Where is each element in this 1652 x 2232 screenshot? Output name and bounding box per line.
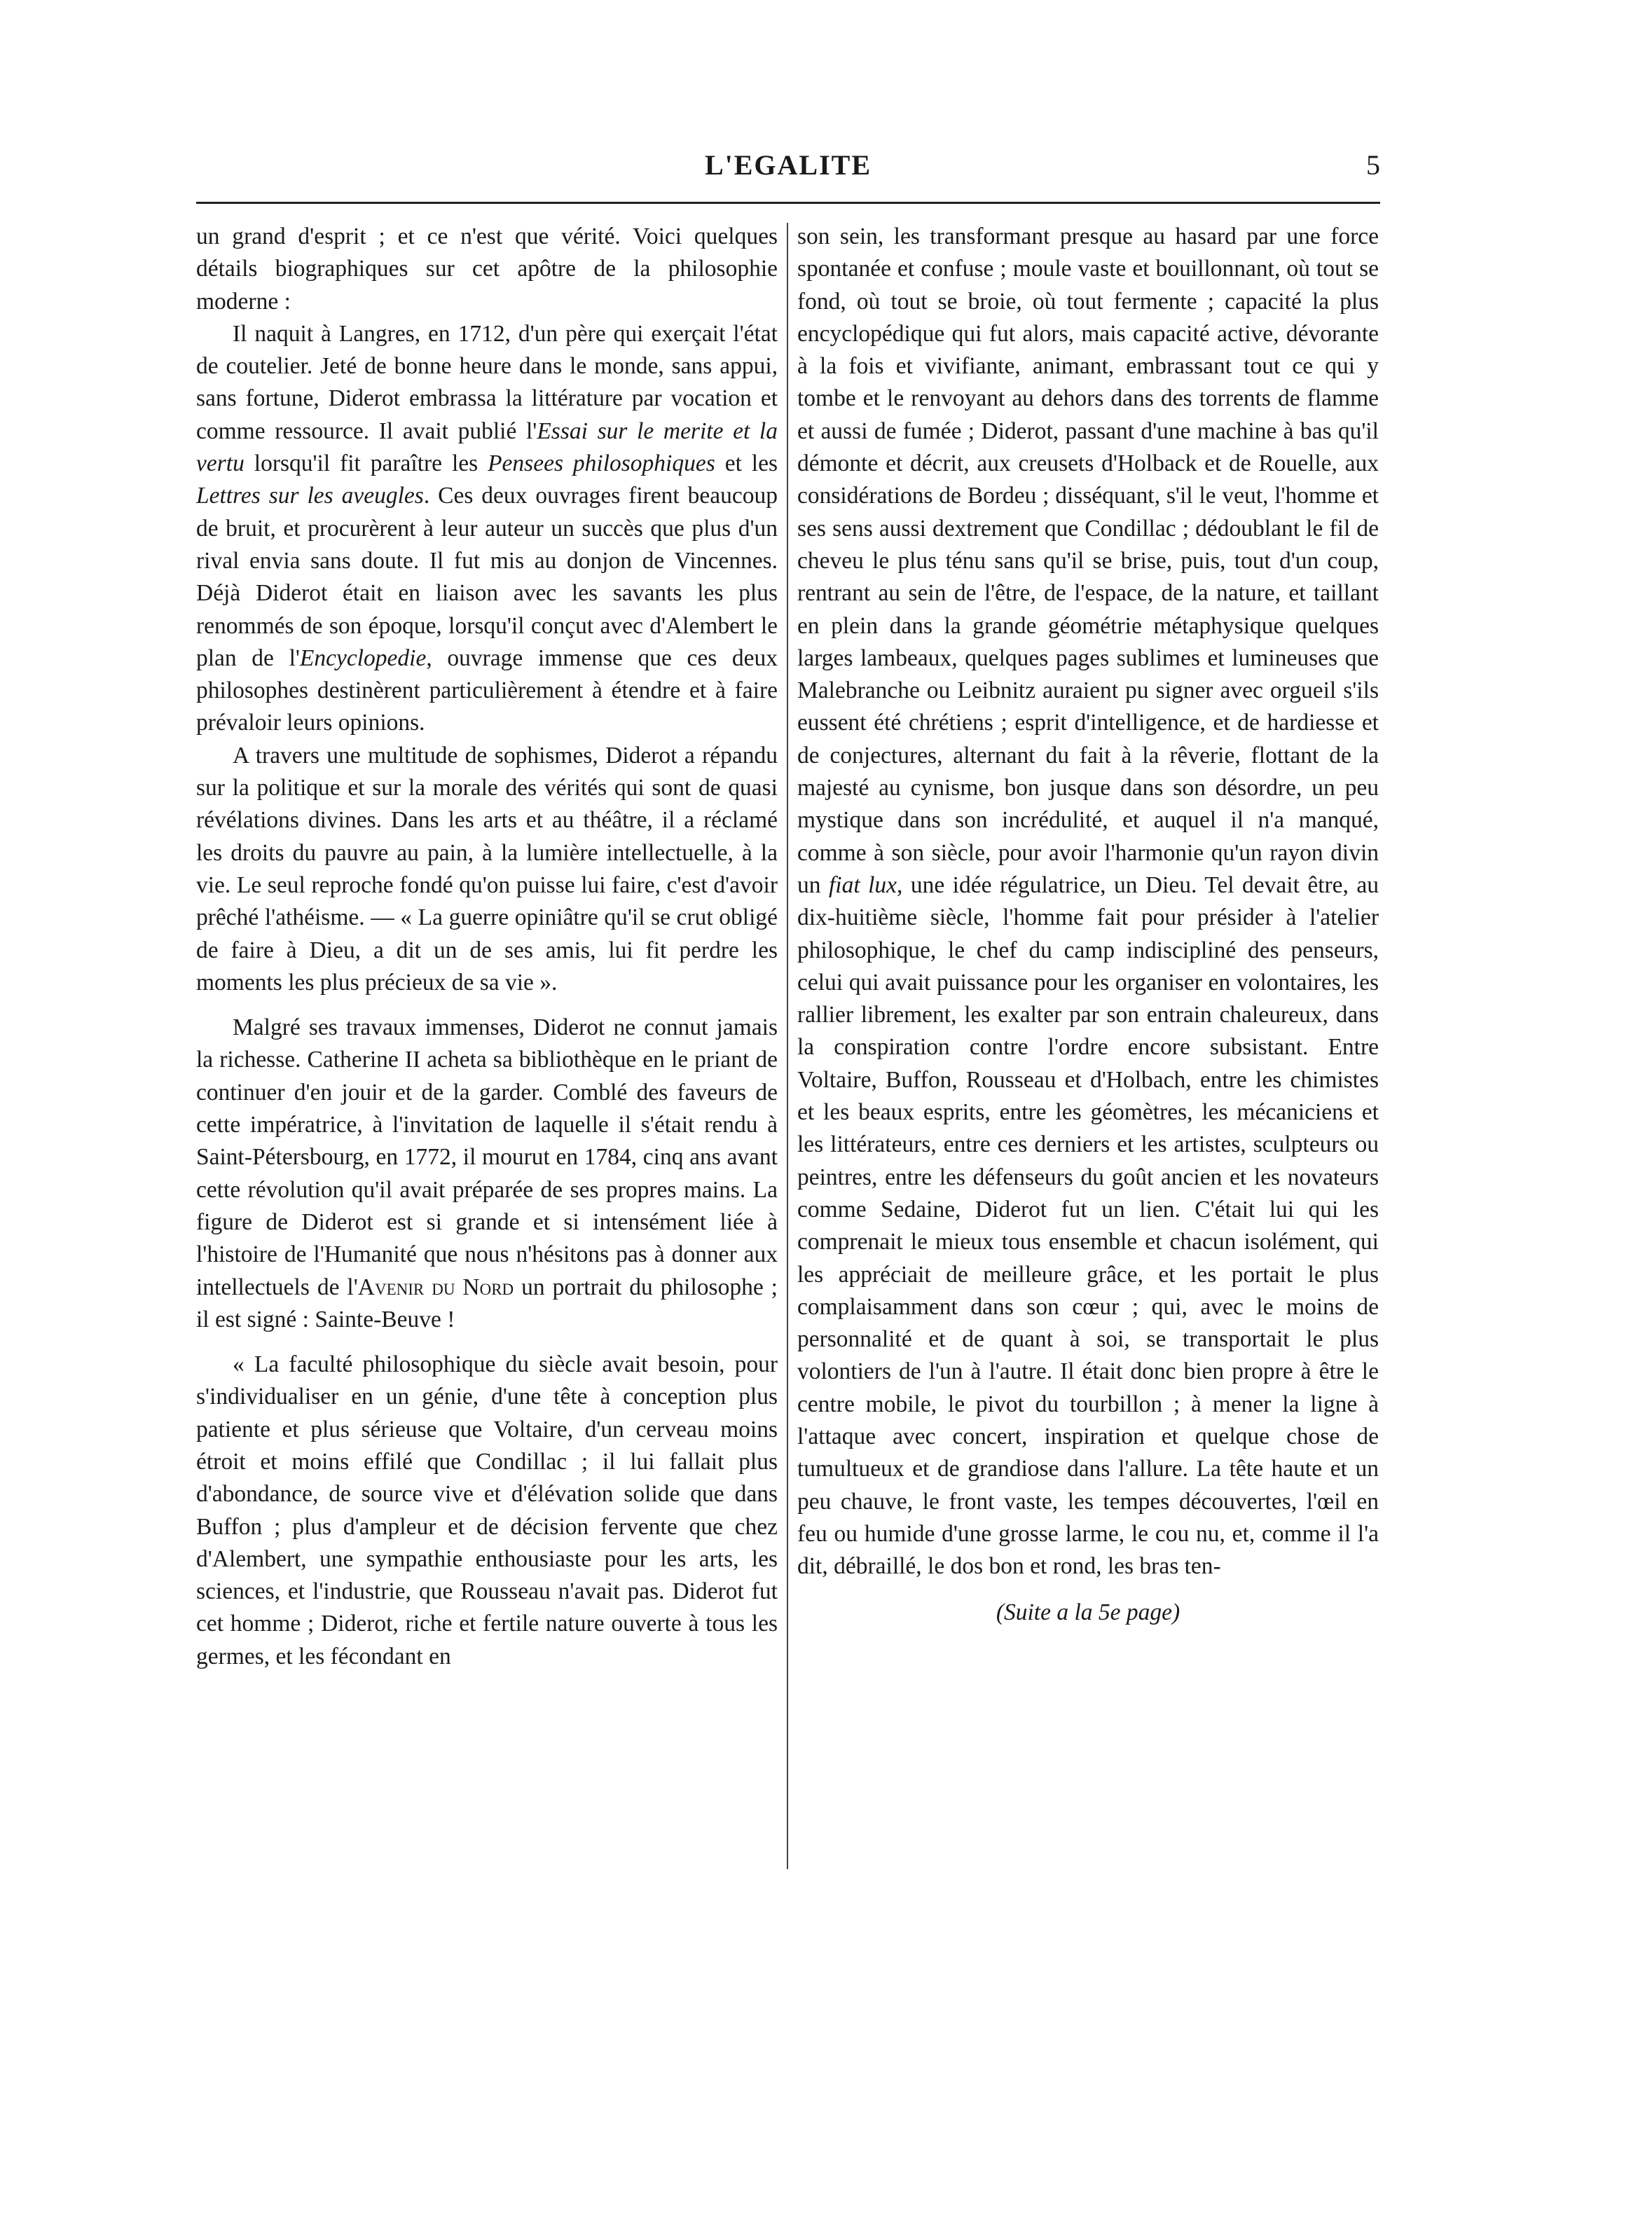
newspaper-title: L'EGALITE: [704, 149, 872, 181]
book-title: Encyclopedie: [299, 645, 427, 671]
page-header: [196, 149, 1380, 191]
text-run: un portrait du philosophe ; il est signé : Sainte-Beuve !: [196, 1274, 778, 1332]
right-column: [797, 221, 1379, 1630]
text-run: Malgré ses travaux immenses, Diderot ne connut jamais la richesse. Catherine II acheta sa bibliothèque en le priant de continuer d'en jouir et de la garder. Comblé des faveurs de cette impératrice, à l'invitation de laquelle il s'était rendu à Saint-Pétersbourg, en 1772, il mourut en 1784, cinq ans avant cette révolution qu'il avait préparée de ses propres mains. La figure de Diderot est si grande et si intensément liée à l'histoire de l'Humanité que nous n'hésitons pas à donner aux intellectuels de l': [196, 1014, 778, 1300]
latin-phrase: fiat lux: [828, 872, 897, 898]
book-title: Pensees philosophiques: [488, 450, 715, 477]
column-divider: [787, 223, 788, 1869]
paragraph: A travers une multitude de sophismes, Diderot a répandu sur la politique et sur la morale des vérités qui sont de quasi révélations divines. Dans les arts et au théâtre, il a réclamé les droits du pauvre au pain, à la lumière intellectuelle, à la vie. Le seul reproche fondé qu'on puisse lui faire, c'est d'avoir prêché l'athéisme. — « La guerre opiniâtre qu'il se crut obligé de faire à Dieu, a dit un de ses amis, lui fit perdre les moments les plus précieux de sa vie ».: [196, 742, 778, 996]
page-number: 5: [1366, 149, 1380, 181]
header-rule: [196, 202, 1380, 204]
book-title: Lettres sur les aveugles: [196, 483, 424, 509]
text-run: , ouvrage immense que ces deux philosophes destinèrent particulièrement à étendre et à faire prévaloir leurs opinions.: [196, 645, 778, 736]
paragraph: [797, 221, 1379, 1583]
text-run: lorsqu'il fit paraître les: [244, 450, 488, 477]
paragraph: [196, 1012, 778, 1336]
text-run: son sein, les transformant presque au hasard par une force spontanée et confuse ; moule vaste et bouillonnant, où tout se fond, où tout se broie, où tout fermente ; capacité la plus encyclopédique qui fut alors, mais capacité active, dévorante à la fois et vivifiante, animant, embrassant tout ce qui y tombe et le renvoyant au dehors dans des torrents de flamme et aussi de fumée ; Diderot, passant d'une machine à bas qu'il démonte et décrit, aux creusets d'Holback et de Rouelle, aux considérations de Bordeu ; disséquant, s'il le veut, l'homme et ses sens aussi dextrement que Condillac ; dédoublant le fil de cheveu le plus ténu sans qu'il se brise, puis, tout d'un coup, rentrant au sein de l'être, de l'espace, de la nature, et taillant en plein dans la grande géométrie métaphysique quelques larges lambeaux, quelques pages sublimes et lumineuses que Malebranche ou Leibnitz auraient pu signer avec orgueil s'ils eussent été chrétiens ; esprit d'intelligence, et de hardiesse et de conjectures, alternant du fait à la rêverie, flottant de la majesté au cynisme, bon jusque dans son désordre, un peu mystique dans son incrédulité, et auquel il n'a manqué, comme à son siècle, pour avoir l'harmonie qu'un rayon divin un: [797, 223, 1379, 898]
book-title: Essai sur le merite et la vertu: [196, 418, 778, 477]
text-run: . Ces deux ouvrages firent beaucoup de bruit, et procurèrent à leur auteur un succès que plus d'un rival envia sans doute. Il fut mis au donjon de Vincennes. Déjà Diderot était en liaison avec les savants les plus renommés de son époque, lorsqu'il conçut avec d'Alembert le plan de l': [196, 483, 778, 671]
text-run: et les: [715, 450, 778, 477]
paragraph: [196, 318, 778, 740]
publication-name: Avenir du Nord: [357, 1274, 514, 1300]
text-run: Il naquit à Langres, en 1712, d'un père qui exerçait l'état de coutelier. Jeté de bonne heure dans le monde, sans appui, sans fortune, Diderot embrassa la littérature par vocation et comme ressource. Il avait publié l': [196, 320, 778, 444]
paragraph: un grand d'esprit ; et ce n'est que vérité. Voici quelques détails biographiques sur cet apôtre de la philosophie moderne :: [196, 223, 778, 315]
paragraph: « La faculté philosophique du siècle avait besoin, pour s'individualiser en un génie, d'une tête à conception plus patiente et plus sérieuse que Voltaire, d'un cerveau moins étroit et moins effilé que Condillac ; il lui fallait plus d'abondance, de source vive et d'élévation solide que dans Buffon ; plus d'ampleur et de décision fervente que chez d'Alembert, une sympathie enthousiaste pour les arts, les sciences, et l'industrie, que Rousseau n'avait pas. Diderot fut cet homme ; Diderot, riche et fertile nature ouverte à tous les germes, et les fécondant en: [196, 1351, 778, 1669]
continued-notice: (Suite a la 5e page): [996, 1599, 1181, 1626]
left-column: [196, 221, 778, 1673]
text-run: , une idée régulatrice, un Dieu. Tel devait être, au dix-huitième siècle, l'homme fait pour présider à l'atelier philosophique, le chef du camp indiscipliné des penseurs, celui qui avait puissance pour les organiser en volontaires, les rallier librement, les exalter par son entrain chaleureux, dans la conspiration contre l'ordre encore subsistant. Entre Voltaire, Buffon, Rousseau et d'Holbach, entre les chimistes et les beaux esprits, entre les géomètres, les mécaniciens et les littérateurs, entre ces derniers et les artistes, sculpteurs ou peintres, entre les défenseurs du goût ancien et les novateurs comme Sedaine, Diderot fut un lien. C'était lui qui les comprenait le mieux tous ensemble et chacun isolément, qui les appréciait de meilleure grâce, et les portait le plus complaisamment dans son cœur ; qui, avec le moins de personnalité et de quant à soi, se transportait le plus volontiers de l'un à l'autre. Il était donc bien propre à être le centre mobile, le pivot du tourbillon ; à mener la ligne à l'attaque avec concert, inspiration et quelque chose de tumultueux et de grandiose dans l'allure. La tête haute et un peu chauve, le front vaste, les tempes découvertes, l'œil en feu ou humide d'une grosse larme, le cou nu, et, comme il l'a dit, débraillé, le dos bon et rond, les bras ten-: [797, 872, 1379, 1580]
